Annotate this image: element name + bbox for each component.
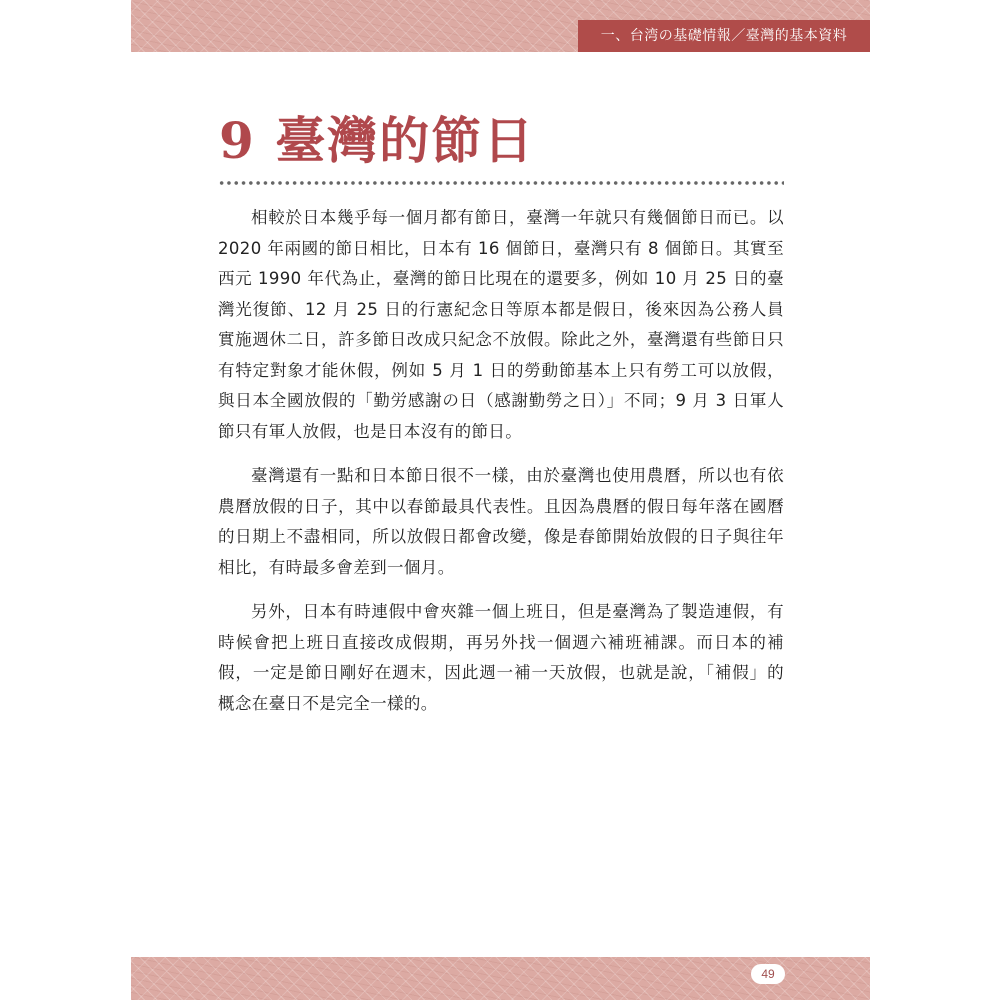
top-decorative-band — [131, 0, 870, 52]
page-title: 9 臺灣的節日 — [219, 111, 536, 170]
book-page — [131, 0, 870, 1000]
paragraph-1: 相較於日本幾乎每一個月都有節日，臺灣一年就只有幾個節日而已。以 2020 年兩國的節日相比，日本有 16 個節日，臺灣只有 8 個節日。其實至西元 1990 年代為止，臺灣的節日比現在的還要多，例如 10 月 25 日的臺灣光復節、12 月 25 日的行憲紀念日等原本都是假日，後來因為公務人員實施週休二日，許多節日改成只紀念不放假。除此之外，臺灣還有些節日只有特定對象才能休假，例如 5 月 1 日的勞動節基本上只有勞工可以放假，與日本全國放假的「勤労感謝の日（感謝勤勞之日）」不同；9 月 3 日軍人節只有軍人放假，也是日本沒有的節日。 — [218, 208, 784, 441]
page-number: 49 — [751, 964, 785, 984]
paragraph-2: 臺灣還有一點和日本節日很不一樣，由於臺灣也使用農曆，所以也有依農曆放假的日子，其中以春節最具代表性。且因為農曆的假日每年落在國曆的日期上不盡相同，所以放假日都會改變，像是春節開始放假的日子與往年相比，有時最多會差到一個月。 — [218, 466, 784, 577]
dotted-divider — [218, 180, 784, 186]
article-body — [218, 203, 784, 733]
section-header-tab: 一、台湾の基礎情報／臺灣的基本資料 — [578, 20, 870, 52]
paragraph-3: 另外，日本有時連假中會夾雜一個上班日，但是臺灣為了製造連假，有時候會把上班日直接改成假期，再另外找一個週六補班補課。而日本的補假，一定是節日剛好在週末，因此週一補一天放假，也就是說，「補假」的概念在臺日不是完全一樣的。 — [218, 602, 784, 713]
